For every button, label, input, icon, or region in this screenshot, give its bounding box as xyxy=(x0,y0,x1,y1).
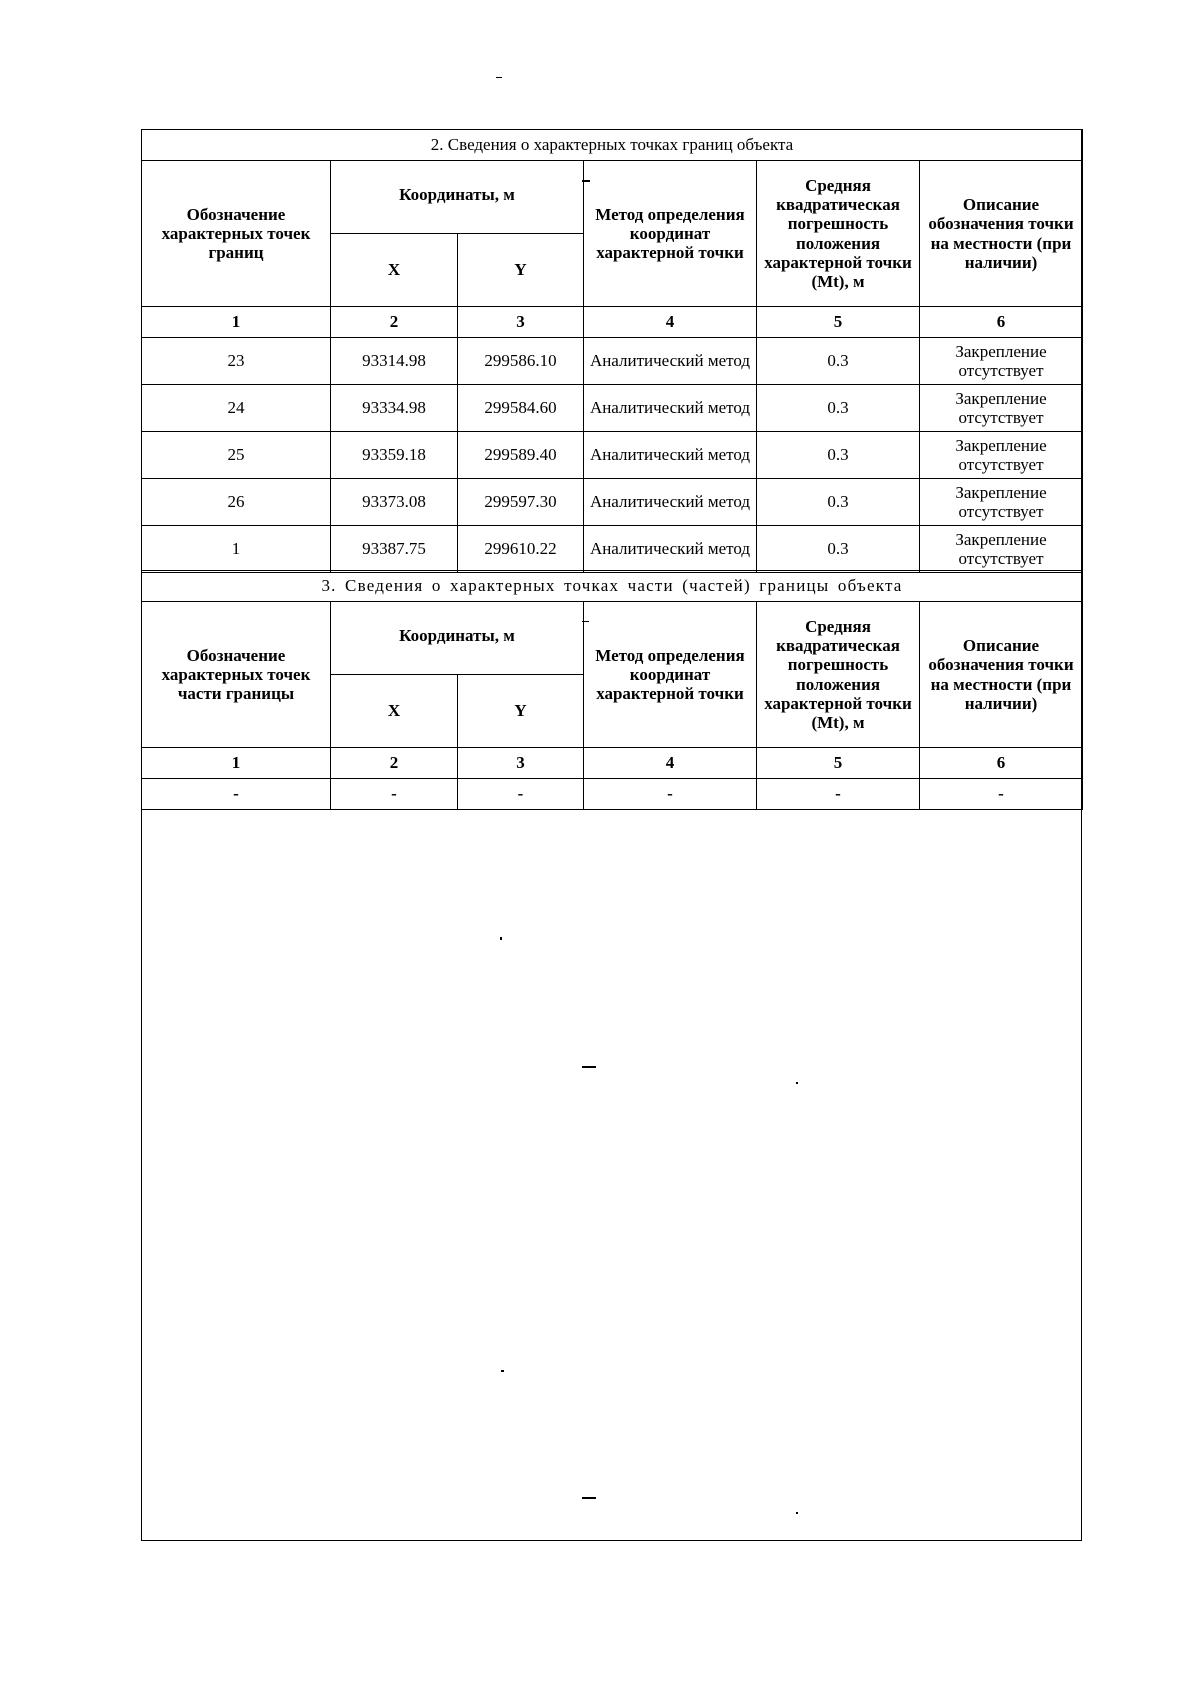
column-number: 6 xyxy=(920,748,1083,779)
header-coordinates: Координаты, м xyxy=(331,161,584,234)
coordinate-y: 299610.22 xyxy=(458,526,584,573)
column-number: 6 xyxy=(920,307,1083,338)
point-designation: 1 xyxy=(142,526,331,573)
method-cell: Аналитический метод xyxy=(584,526,757,573)
header-method: Метод определения координат характерной точки xyxy=(584,161,757,307)
header-error: Средняя квадратическая погрешность положения характерной точки (Mt), м xyxy=(757,161,920,307)
header-error: Средняя квадратическая погрешность положения характерной точки (Mt), м xyxy=(757,602,920,748)
coordinate-y: 299597.30 xyxy=(458,479,584,526)
description-cell: Закрепление отсутствует xyxy=(920,479,1083,526)
column-number: 2 xyxy=(331,748,458,779)
column-number: 1 xyxy=(142,748,331,779)
section-3-title: 3. Сведения о характерных точках части (частей) границы объекта xyxy=(142,571,1083,602)
table-row xyxy=(142,338,1083,385)
table-row xyxy=(142,526,1083,573)
error-cell: 0.3 xyxy=(757,385,920,432)
description-cell: Закрепление отсутствует xyxy=(920,432,1083,479)
boundary-part-points-table xyxy=(141,570,1083,810)
header-method: Метод определения координат характерной точки xyxy=(584,602,757,748)
error-cell: - xyxy=(757,779,920,810)
scan-speck xyxy=(582,180,590,182)
point-designation: 26 xyxy=(142,479,331,526)
scan-speck xyxy=(796,1512,798,1514)
column-number: 2 xyxy=(331,307,458,338)
header-designation: Обозначение характерных точек части границы xyxy=(142,602,331,748)
coordinate-y: 299584.60 xyxy=(458,385,584,432)
coordinate-x: 93359.18 xyxy=(331,432,458,479)
header-x: X xyxy=(331,234,458,307)
coordinate-y: 299586.10 xyxy=(458,338,584,385)
coordinate-y: 299589.40 xyxy=(458,432,584,479)
error-cell: 0.3 xyxy=(757,338,920,385)
table-row xyxy=(142,385,1083,432)
column-number: 3 xyxy=(458,748,584,779)
header-description: Описание обозначения точки на местности (при наличии) xyxy=(920,161,1083,307)
scan-speck xyxy=(796,1082,798,1084)
header-y: Y xyxy=(458,234,584,307)
method-cell: - xyxy=(584,779,757,810)
header-coordinates: Координаты, м xyxy=(331,602,584,675)
coordinate-x: 93314.98 xyxy=(331,338,458,385)
header-y: Y xyxy=(458,675,584,748)
description-cell: Закрепление отсутствует xyxy=(920,526,1083,573)
method-cell: Аналитический метод xyxy=(584,479,757,526)
error-cell: 0.3 xyxy=(757,526,920,573)
table-row xyxy=(142,432,1083,479)
coordinate-y: - xyxy=(458,779,584,810)
error-cell: 0.3 xyxy=(757,432,920,479)
column-number: 3 xyxy=(458,307,584,338)
column-number: 1 xyxy=(142,307,331,338)
header-designation: Обозначение характерных точек границ xyxy=(142,161,331,307)
column-number: 5 xyxy=(757,307,920,338)
method-cell: Аналитический метод xyxy=(584,432,757,479)
coordinate-x: 93334.98 xyxy=(331,385,458,432)
point-designation: 24 xyxy=(142,385,331,432)
column-numbers-row xyxy=(142,307,1083,338)
boundary-points-table xyxy=(141,129,1083,573)
table-row xyxy=(142,779,1083,810)
section-2-title: 2. Сведения о характерных точках границ объекта xyxy=(142,130,1083,161)
header-description: Описание обозначения точки на местности (при наличии) xyxy=(920,602,1083,748)
column-number: 4 xyxy=(584,748,757,779)
description-cell: Закрепление отсутствует xyxy=(920,338,1083,385)
method-cell: Аналитический метод xyxy=(584,338,757,385)
table-row xyxy=(142,479,1083,526)
scan-speck xyxy=(582,1497,596,1499)
coordinate-x: 93373.08 xyxy=(331,479,458,526)
scan-speck xyxy=(496,77,502,78)
scan-speck xyxy=(500,937,502,940)
point-designation: 25 xyxy=(142,432,331,479)
description-cell: - xyxy=(920,779,1083,810)
point-designation: 23 xyxy=(142,338,331,385)
column-number: 4 xyxy=(584,307,757,338)
scan-speck xyxy=(501,1370,504,1372)
column-number: 5 xyxy=(757,748,920,779)
description-cell: Закрепление отсутствует xyxy=(920,385,1083,432)
header-x: X xyxy=(331,675,458,748)
point-designation: - xyxy=(142,779,331,810)
method-cell: Аналитический метод xyxy=(584,385,757,432)
scan-speck xyxy=(582,621,589,622)
scan-speck xyxy=(582,1066,596,1068)
error-cell: 0.3 xyxy=(757,479,920,526)
column-numbers-row xyxy=(142,748,1083,779)
coordinate-x: 93387.75 xyxy=(331,526,458,573)
coordinate-x: - xyxy=(331,779,458,810)
